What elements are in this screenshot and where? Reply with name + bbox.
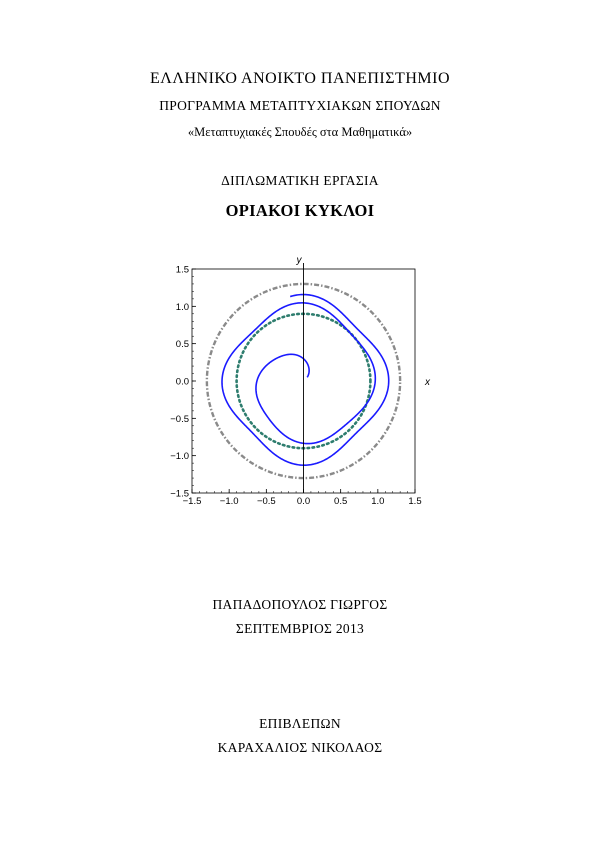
y-axis-label: y bbox=[296, 255, 302, 266]
x-axis-label: x bbox=[425, 377, 430, 388]
x-tick-label: 1.0 bbox=[371, 496, 385, 507]
y-tick-label: −1.0 bbox=[170, 451, 189, 463]
y-tick-label: −0.5 bbox=[170, 413, 189, 425]
x-tick-label: 0.0 bbox=[296, 496, 311, 507]
program-name: ΠΡΟΓΡΑΜΜΑ ΜΕΤΑΠΤΥΧΙΑΚΩΝ ΣΠΟΥΔΩΝ bbox=[159, 98, 441, 113]
thesis-title: ΟΡΙΑΚΟΙ ΚΥΚΛΟΙ bbox=[225, 201, 375, 220]
y-tick-label: 1.0 bbox=[175, 301, 189, 313]
limit-cycle-plot bbox=[160, 250, 445, 512]
submission-date: ΣΕΠΤΕΜΒΡΙΟΣ 2013 bbox=[235, 621, 365, 636]
x-tick-label: 1.5 bbox=[408, 496, 422, 507]
x-tick-label: 0.5 bbox=[334, 496, 348, 507]
supervisor-name: ΚΑΡΑΧΑΛΙΟΣ ΝΙΚΟΛΑΟΣ bbox=[217, 740, 383, 755]
series-solid-spiral bbox=[222, 295, 389, 466]
plot-canvas bbox=[160, 250, 445, 512]
university-name: ΕΛΛΗΝΙΚΟ ΑΝΟΙΚΤΟ ΠΑΝΕΠΙΣΤΗΜΙΟ bbox=[150, 70, 450, 87]
y-tick-label: −1.5 bbox=[170, 488, 189, 500]
author-name: ΠΑΠΑΔΟΠΟΥΛΟΣ ΓΙΩΡΓΟΣ bbox=[212, 597, 388, 612]
y-tick-label: 1.5 bbox=[175, 264, 189, 276]
y-tick-label: 0.5 bbox=[175, 339, 189, 351]
y-tick-label: 0.0 bbox=[175, 376, 189, 388]
x-tick-label: −1.0 bbox=[219, 496, 239, 507]
specialty-name: «Μεταπτυχιακές Σπουδές στα Μαθηματικά» bbox=[187, 125, 413, 139]
x-tick-label: −0.5 bbox=[256, 496, 276, 507]
x-tick-label: −1.5 bbox=[182, 496, 202, 507]
thesis-type: ΔΙΠΛΩΜΑΤΙΚΗ ΕΡΓΑΣΙΑ bbox=[221, 173, 379, 188]
supervisor-label: ΕΠΙΒΛΕΠΩΝ bbox=[259, 716, 341, 731]
